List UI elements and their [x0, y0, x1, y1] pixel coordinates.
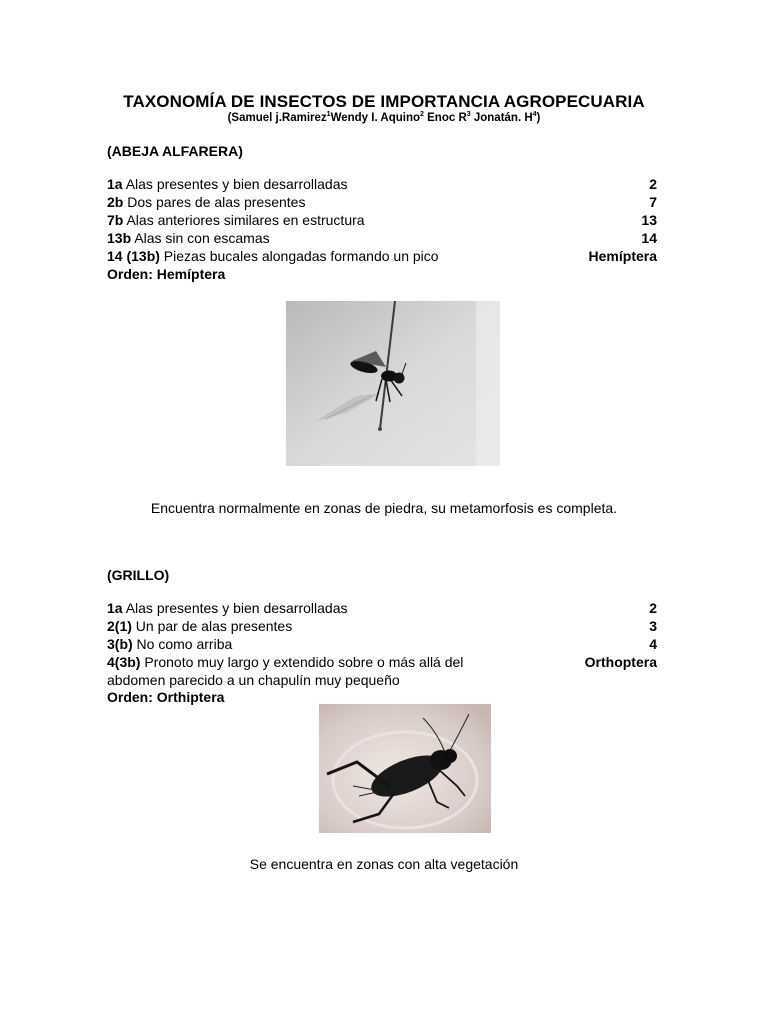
- key-row: [107, 229, 657, 247]
- author-4: Jonatán. H: [470, 112, 533, 124]
- key-row: [107, 617, 657, 635]
- wasp-photo: [286, 301, 500, 466]
- key-text: Dos pares de alas presentes: [123, 194, 306, 210]
- author-3: Enoc R: [423, 112, 467, 124]
- authors-close: ): [536, 112, 541, 124]
- section-heading-grillo: (GRILLO): [107, 567, 170, 583]
- key-code: 2(1): [107, 618, 132, 634]
- key-list-abeja: [107, 175, 657, 265]
- key-list-grillo: [107, 599, 657, 689]
- document-title: TAXONOMÍA DE INSECTOS DE IMPORTANCIA AGROPECUARIA: [123, 92, 645, 111]
- key-text: Alas anteriores similares en estructura: [123, 212, 365, 228]
- key-result: 3: [649, 618, 657, 634]
- key-result: Orthoptera: [584, 654, 657, 670]
- key-code: 4(3b): [107, 654, 141, 670]
- key-text: No como arriba: [132, 636, 233, 652]
- key-text: Un par de alas presentes: [131, 618, 293, 634]
- wasp-illustration: [286, 301, 500, 466]
- key-result: 2: [649, 600, 657, 616]
- key-code: 7b: [107, 212, 124, 228]
- key-result: 2: [649, 176, 657, 192]
- caption-abeja: Encuentra normalmente en zonas de piedra, su metamorfosis es completa.: [150, 500, 618, 516]
- key-text: Alas presentes y bien desarrolladas: [122, 176, 348, 192]
- key-code: 3(b): [107, 636, 133, 652]
- key-row: [107, 193, 657, 211]
- key-code: 14 (13b): [107, 248, 160, 264]
- orden-label-grillo: Orden: Orthiptera: [107, 689, 225, 705]
- key-row: [107, 175, 657, 193]
- authors-line: [0, 112, 768, 124]
- key-code: 1a: [107, 600, 123, 616]
- key-row: [107, 599, 657, 617]
- author-1-index: 1: [326, 111, 331, 119]
- key-text: Alas presentes y bien desarrolladas: [122, 600, 348, 616]
- key-text: Alas sin con escamas: [131, 230, 270, 246]
- key-text: Piezas bucales alongadas formando un pico: [159, 248, 439, 264]
- author-3-index: 3: [466, 111, 471, 119]
- author-2-index: 2: [420, 111, 424, 119]
- key-code: 13b: [107, 230, 132, 246]
- key-code: 2b: [107, 194, 124, 210]
- caption-grillo: Se encuentra en zonas con alta vegetación: [249, 856, 519, 872]
- author-1: (Samuel j.Ramirez: [227, 112, 327, 124]
- key-result: 13: [641, 212, 657, 228]
- orden-label-abeja: Orden: Hemíptera: [107, 266, 226, 282]
- cricket-photo: [319, 704, 491, 833]
- key-row: [107, 211, 657, 229]
- key-code: 1a: [107, 176, 123, 192]
- author-2: Wendy I. Aquino: [330, 112, 421, 124]
- author-4-index: 4: [532, 111, 537, 119]
- key-result: Hemíptera: [588, 248, 657, 264]
- key-result: 14: [641, 230, 657, 246]
- key-result: 7: [649, 194, 657, 210]
- key-text: Pronoto muy largo y extendido sobre o más allá del abdomen parecido a un chapulín muy pequeño: [107, 654, 464, 688]
- key-row: [107, 653, 657, 689]
- key-result: 4: [649, 636, 657, 652]
- section-heading-abeja: (ABEJA ALFARERA): [107, 143, 243, 159]
- key-row: [107, 247, 657, 265]
- cricket-illustration: [319, 704, 491, 833]
- key-row: [107, 635, 657, 653]
